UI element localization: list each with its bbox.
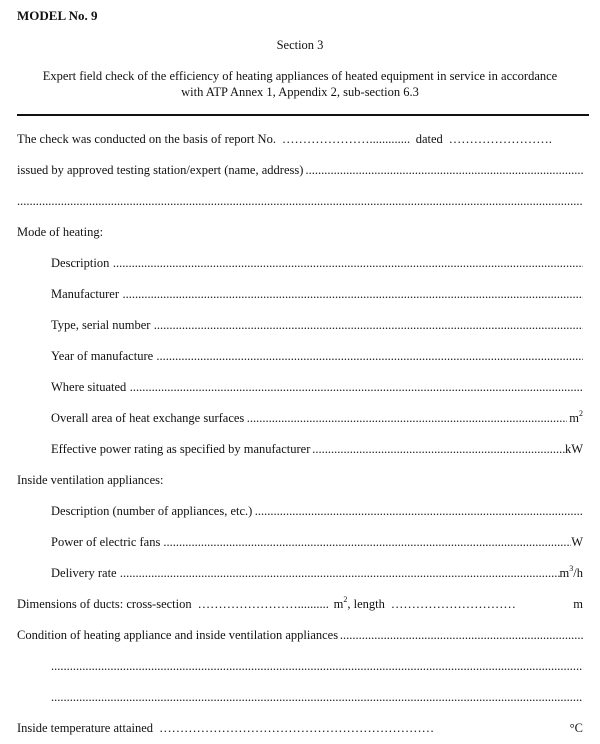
delivery-field[interactable] bbox=[120, 564, 560, 582]
heading-divider bbox=[17, 114, 589, 116]
ventilation-row bbox=[17, 471, 583, 489]
issued-label: issued by approved testing station/expert (name, address) bbox=[17, 163, 304, 177]
ventilation-label: Inside ventilation appliances: bbox=[17, 473, 164, 487]
condition-continuation-field-1[interactable] bbox=[51, 657, 583, 675]
fans-unit: W bbox=[571, 535, 583, 549]
condition-continuation-row-2 bbox=[51, 688, 583, 706]
vent-description-row bbox=[51, 502, 583, 520]
issued-continuation-row bbox=[17, 192, 583, 210]
condition-continuation-field-2[interactable] bbox=[51, 688, 583, 706]
type-serial-row bbox=[51, 316, 583, 334]
condition-field[interactable] bbox=[340, 626, 583, 644]
manufacturer-field[interactable] bbox=[123, 285, 584, 303]
ducts-unit: $m^2$ bbox=[333, 594, 348, 611]
form-heading bbox=[14, 68, 586, 100]
area-label: Overall area of heat exchange surfaces bbox=[51, 411, 245, 425]
delivery-label: Delivery rate bbox=[51, 566, 117, 580]
heading-line-1: Expert field check of the efficiency of heating appliances of heated equipment in service in accordance bbox=[42, 69, 558, 83]
where-situated-row bbox=[51, 378, 583, 396]
delivery-row bbox=[51, 564, 583, 582]
section-title: Section 3 bbox=[276, 38, 324, 52]
fans-field[interactable] bbox=[163, 533, 571, 551]
manufacturer-row bbox=[51, 285, 583, 303]
ducts-length-label: , length bbox=[347, 597, 385, 611]
year-label: Year of manufacture bbox=[51, 349, 154, 363]
year-field[interactable] bbox=[156, 347, 583, 365]
model-number: MODEL No. 9 bbox=[17, 8, 98, 23]
ducts-length-unit: m bbox=[573, 597, 583, 611]
type-serial-label: Type, serial number bbox=[51, 318, 151, 332]
report-number-field[interactable]: ………………….. bbox=[281, 132, 376, 146]
temperature-field[interactable]: ………………………………………………………… bbox=[159, 721, 435, 735]
report-label: The check was conducted on the basis of report No. bbox=[17, 132, 276, 146]
temperature-unit: °C bbox=[569, 721, 583, 735]
year-row bbox=[51, 347, 583, 365]
condition-continuation-row-1 bbox=[51, 657, 583, 675]
manufacturer-label: Manufacturer bbox=[51, 287, 120, 301]
issued-row bbox=[17, 161, 583, 179]
fans-label: Power of electric fans bbox=[51, 535, 161, 549]
power-rating-unit: kW bbox=[564, 442, 583, 456]
area-field[interactable] bbox=[247, 409, 567, 427]
area-row bbox=[51, 409, 583, 427]
area-unit: $m^2$ bbox=[569, 408, 583, 425]
delivery-unit: $m^3/h$ bbox=[559, 563, 583, 580]
dated-field[interactable]: ……………………. bbox=[448, 132, 552, 146]
ducts-row bbox=[17, 595, 583, 613]
power-rating-field[interactable] bbox=[312, 440, 565, 458]
type-serial-field[interactable] bbox=[154, 316, 583, 334]
report-number-dots bbox=[376, 130, 410, 148]
where-situated-field[interactable] bbox=[130, 378, 583, 396]
power-rating-label: Effective power rating as specified by manufacturer bbox=[51, 442, 311, 456]
issued-continuation-field[interactable] bbox=[17, 192, 583, 210]
ducts-label: Dimensions of ducts: cross-section bbox=[17, 597, 192, 611]
power-rating-row bbox=[51, 440, 583, 458]
ducts-cross-section-dots bbox=[298, 595, 328, 613]
report-row bbox=[17, 130, 583, 148]
temperature-row bbox=[17, 719, 583, 737]
mode-of-heating-row bbox=[17, 223, 583, 241]
mode-of-heating-label: Mode of heating: bbox=[17, 225, 104, 239]
vent-description-label: Description (number of appliances, etc.) bbox=[51, 504, 253, 518]
description-field[interactable] bbox=[113, 254, 583, 272]
issued-field[interactable] bbox=[305, 161, 583, 179]
where-situated-label: Where situated bbox=[51, 380, 127, 394]
condition-label: Condition of heating appliance and inside ventilation appliances bbox=[17, 628, 339, 642]
vent-description-field[interactable] bbox=[255, 502, 583, 520]
temperature-label: Inside temperature attained bbox=[17, 721, 154, 735]
heading-line-2: with ATP Annex 1, Appendix 2, sub-section 6.3 bbox=[181, 85, 419, 99]
description-row bbox=[51, 254, 583, 272]
ducts-length-field[interactable]: ………………………… bbox=[390, 597, 516, 611]
dated-label: dated bbox=[415, 132, 443, 146]
condition-row bbox=[17, 626, 583, 644]
ducts-cross-section-field[interactable]: …………………… bbox=[197, 597, 298, 611]
description-label: Description bbox=[51, 256, 110, 270]
fans-row bbox=[51, 533, 583, 551]
